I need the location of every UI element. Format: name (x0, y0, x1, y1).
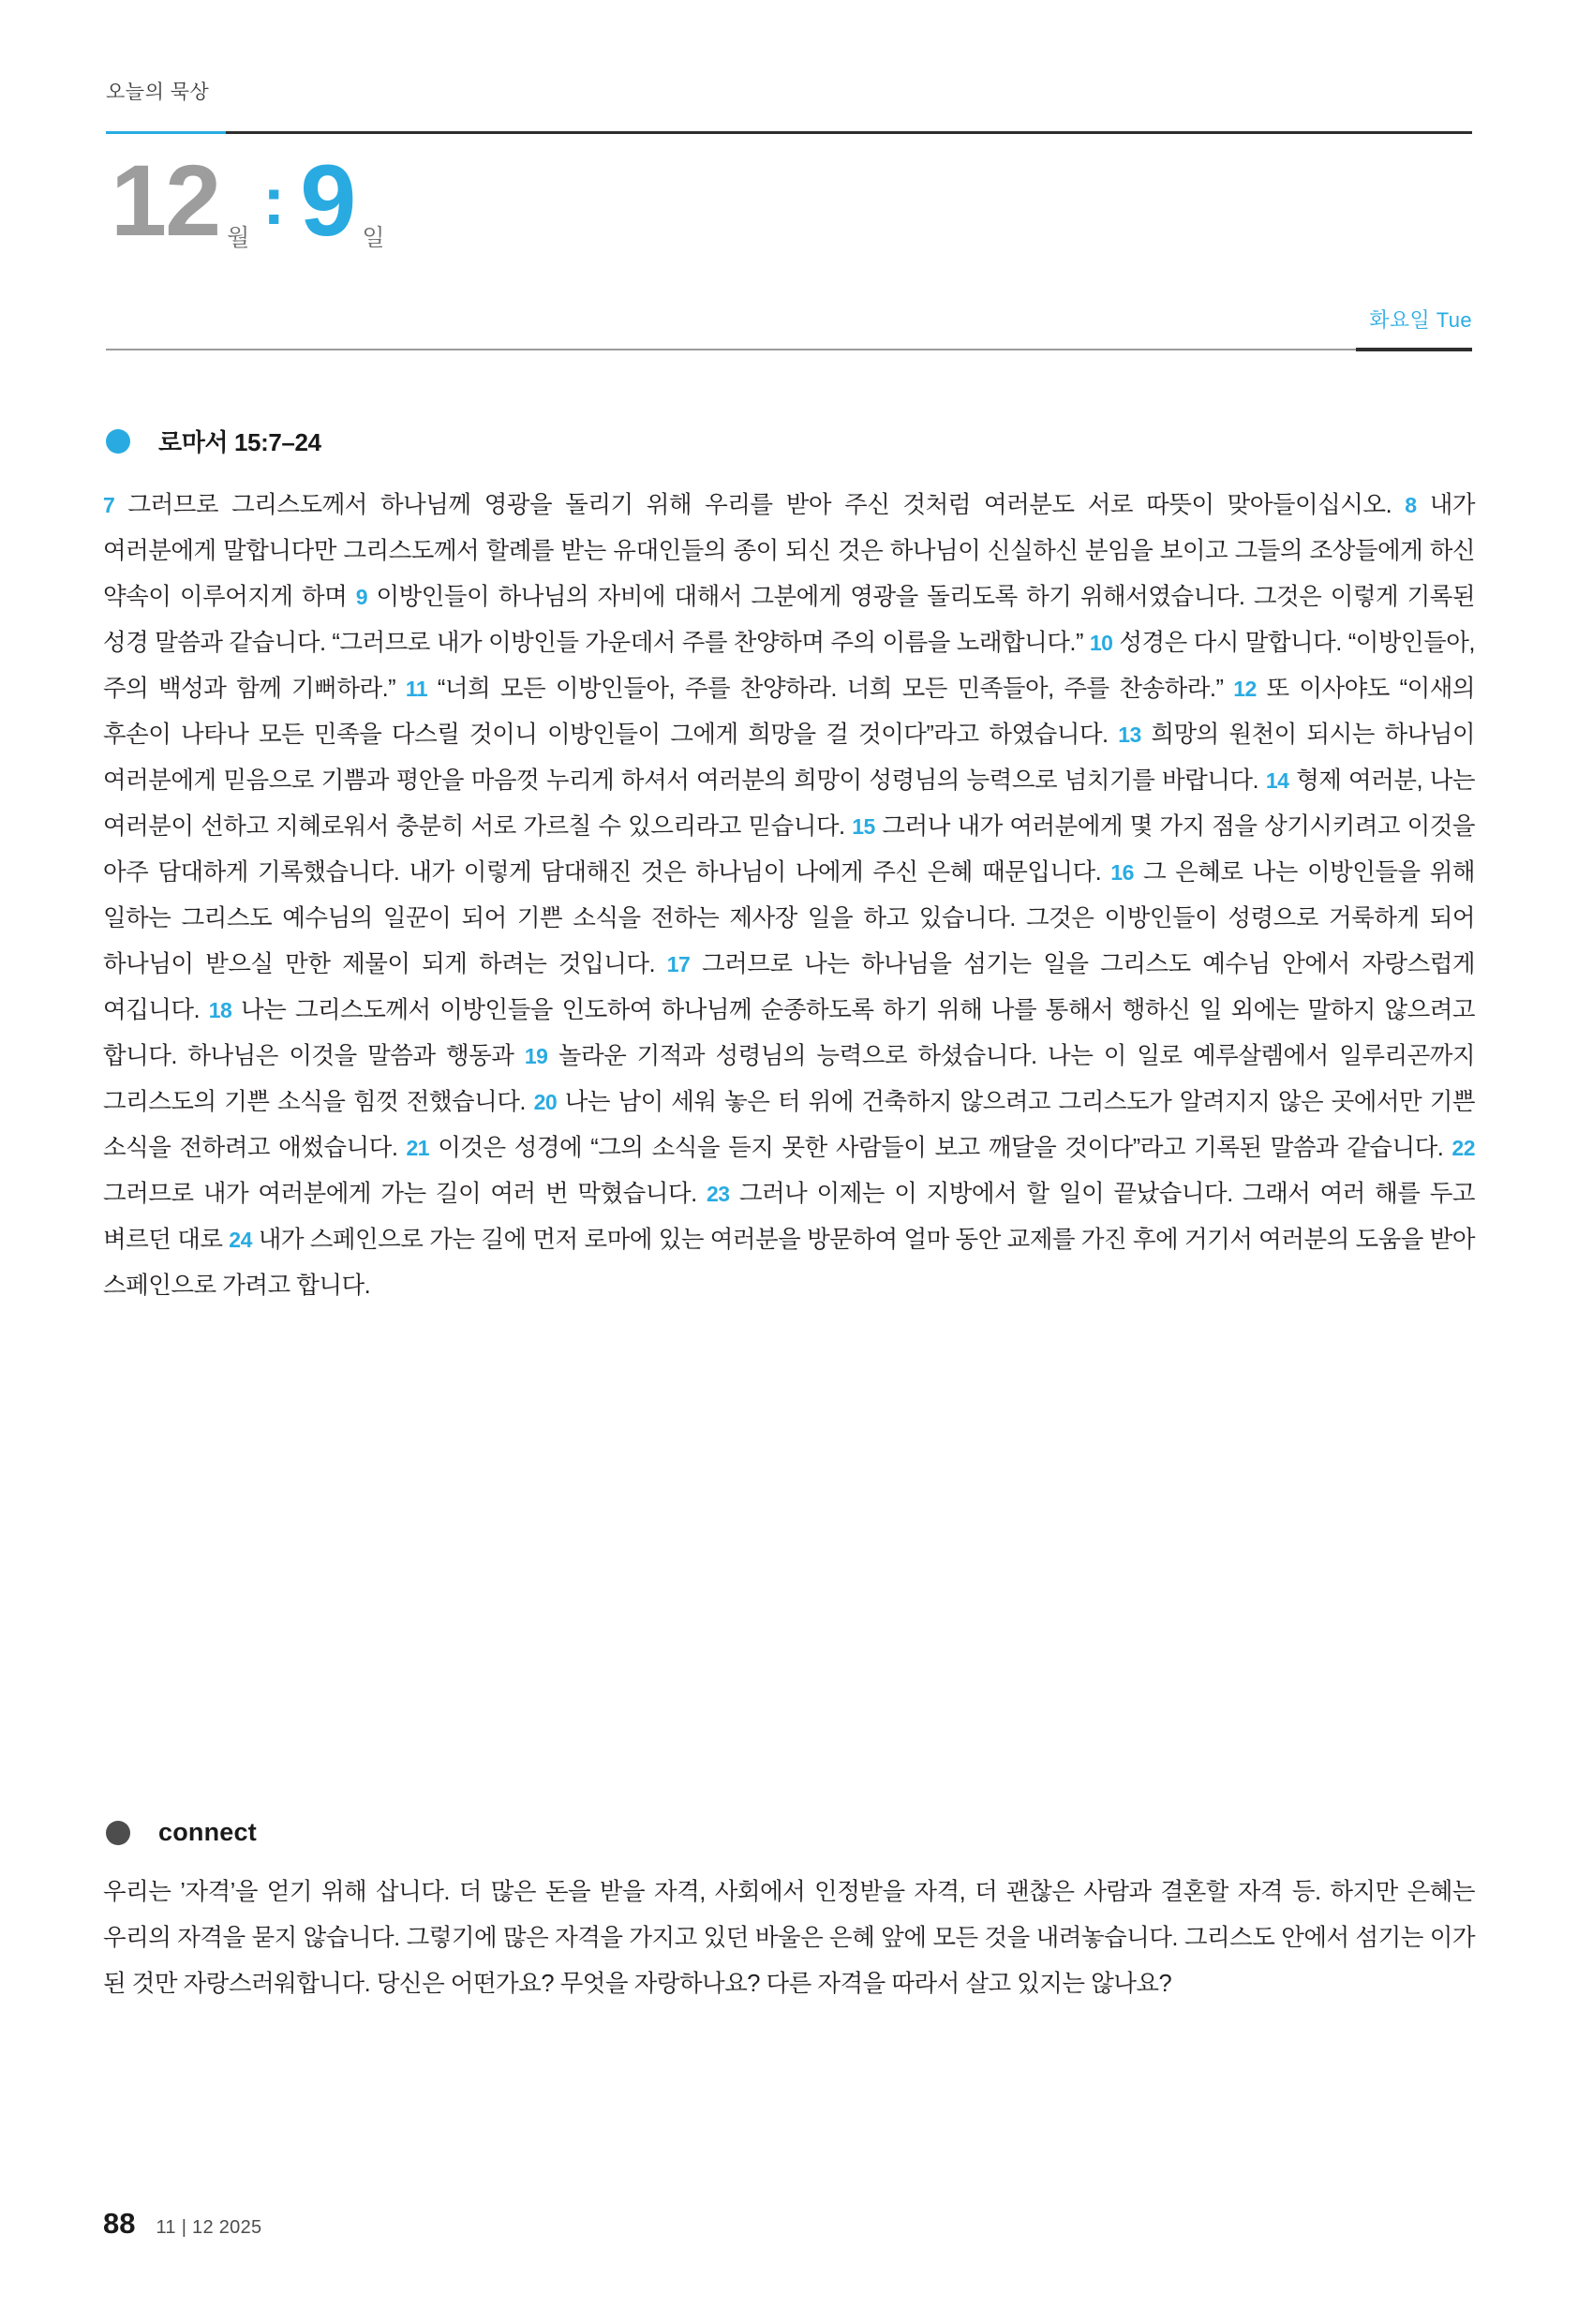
header-second-rule-accent (1356, 348, 1472, 351)
header-top-rule-accent (106, 131, 226, 134)
header-top-rule (106, 131, 1472, 134)
footer-page-number: 88 (103, 2207, 136, 2240)
page-header-label: 오늘의 묵상 (106, 82, 210, 103)
footer-meta: 11 | 12 2025 (156, 2217, 262, 2238)
bullet-icon (106, 1821, 130, 1845)
date-day-unit: 일 (362, 225, 385, 251)
connect-body: 우리는 ’자격’을 얻기 위해 삽니다. 더 많은 돈을 받을 자격, 사회에서 인정받을 자격, 더 괜찮은 사람과 결혼할 자격 등. 하지만 은혜는 우리의 자격을 묻지 않습니다. 그렇기에 많은 자격을 가지고 있던 바울은 은혜 앞에 모든 것을 내려놓습니다. 그리스도 안에서 섬기는 이가 된 것만 자랑스러워합니다. 당신은 어떤가요? 무엇을 자랑하나요? 다른 자격을 따라서 살고 있지는 않나요? (103, 1879, 1475, 1997)
weekday-label: 화요일 Tue (1369, 308, 1472, 332)
bullet-icon (106, 429, 130, 454)
scripture-heading (106, 424, 321, 458)
date-block (111, 143, 385, 276)
scripture-reference: 로마서 15:7–24 (158, 428, 321, 456)
connect-title: connect (158, 1818, 257, 1846)
date-month-unit: 월 (227, 225, 250, 251)
header-second-rule (106, 349, 1472, 350)
date-separator: : (262, 164, 286, 239)
date-month: 12 (111, 143, 220, 257)
scripture-passage: 7 그러므로 그리스도께서 하나님께 영광을 돌리기 위해 우리를 받아 주신 것처럼 여러분도 서로 따뜻이 맞아들이십시오. 8 내가 여러분에게 말합니다만 그리스도께서 할례를 받는 유대인들의 종이 되신 것은 하나님이 신실하신 분임을 보이고 그들의 조상들에게 하신 약속이 이루어지게 하며 9 이방인들이 하나님의 자비에 대해서 그분에게 영광을 돌리도록 하기 위해서였습니다. 그것은 이렇게 기록된 성경 말씀과 같습니다. “그러므로 내가 이방인들 가운데서 주를 찬양하며 주의 이름을 노래합니다.” 10 성경은 다시 말합니다. “이방인들아, 주의 백성과 함께 기뻐하라.” 11 “너희 모든 이방인들아, 주를 찬양하라. 너희 모든 민족들아, 주를 찬송하라.” 12 또 이사야도 “이새의 후손이 나타나 모든 민족을 다스릴 것이니 이방인들이 그에게 희망을 걸 것이다”라고 하였습니다. 13 희망의 원천이 되시는 하나님이 여러분에게 믿음으로 기쁨과 평안을 마음껏 누리게 하셔서 여러분의 희망이 성령님의 능력으로 넘치기를 바랍니다. 14 형제 여러분, 나는 여러분이 선하고 지혜로워서 충분히 서로 가르칠 수 있으리라고 믿습니다. 15 그러나 내가 여러분에게 몇 가지 점을 상기시키려고 이것을 아주 담대하게 기록했습니다. 내가 이렇게 담대해진 것은 하나님이 나에게 주신 은혜 때문입니다. 16 그 은혜로 나는 이방인들을 위해 일하는 그리스도 예수님의 일꾼이 되어 기쁜 소식을 전하는 제사장 일을 하고 있습니다. 그것은 이방인들이 성령으로 거룩하게 되어 하나님이 받으실 만한 제물이 되게 하려는 것입니다. 17 그러므로 나는 하나님을 섬기는 일을 그리스도 예수님 안에서 자랑스럽게 여깁니다. 18 나는 그리스도께서 이방인들을 인도하여 하나님께 순종하도록 하기 위해 나를 통해서 행하신 일 외에는 말하지 않으려고 합니다. 하나님은 이것을 말씀과 행동과 19 놀라운 기적과 성령님의 능력으로 하셨습니다. 나는 이 일로 예루살렘에서 일루리곤까지 그리스도의 기쁜 소식을 힘껏 전했습니다. 20 나는 남이 세워 놓은 터 위에 건축하지 않으려고 그리스도가 알려지지 않은 곳에서만 기쁜 소식을 전하려고 애썼습니다. 21 이것은 성경에 “그의 소식을 듣지 못한 사람들이 보고 깨달을 것이다”라고 기록된 말씀과 같습니다. 22 그러므로 내가 여러분에게 가는 길이 여러 번 막혔습니다. 23 그러나 이제는 이 지방에서 할 일이 끝났습니다. 그래서 여러 해를 두고 벼르던 대로 24 내가 스페인으로 가는 길에 먼저 로마에 있는 여러분을 방문하여 얼마 동안 교제를 가진 후에 거기서 여러분의 도움을 받아 스페인으로 가려고 합니다. (103, 492, 1475, 1299)
connect-heading (106, 1818, 257, 1847)
page-footer (103, 2207, 261, 2241)
date-day: 9 (300, 143, 355, 257)
